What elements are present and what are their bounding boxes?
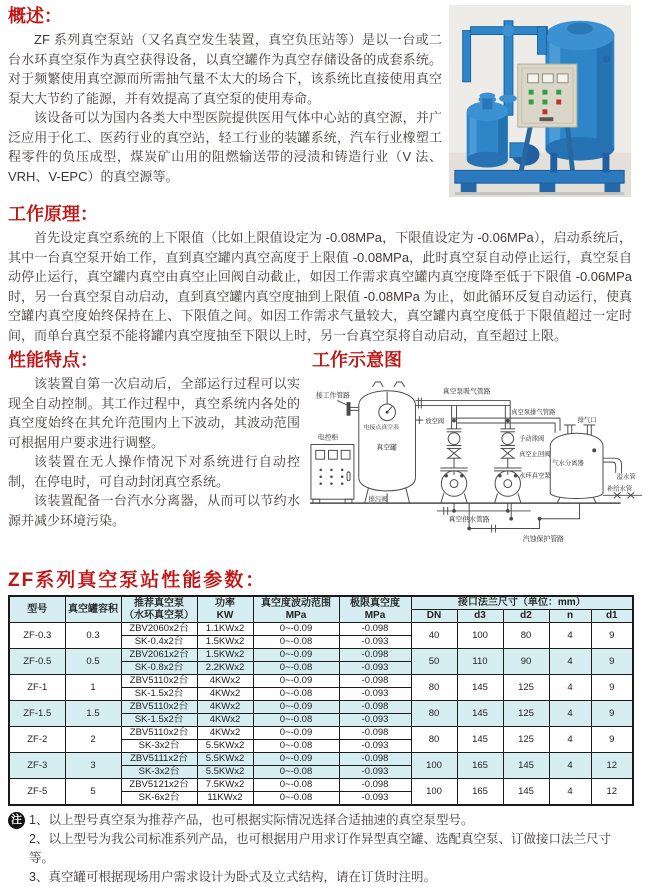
overview-heading: 概述：	[8, 6, 62, 26]
cell-range: 0~-0.08	[253, 792, 339, 806]
cell-dn: 100	[411, 779, 457, 806]
overview-section	[8, 5, 632, 201]
label-work-pipeline: 接工作管路	[315, 392, 350, 400]
cell-range: 0~-0.08	[253, 688, 339, 701]
cell-n: 4	[549, 727, 591, 753]
cell-range: 0~-0.08	[253, 636, 339, 649]
cell-volume: 2	[65, 727, 121, 753]
table-row	[9, 701, 633, 714]
cell-model: ZF-1	[9, 675, 65, 701]
cell-ultimate: -0.093	[339, 688, 411, 701]
cell-d3: 145	[457, 675, 503, 701]
cell-dn: 50	[411, 649, 457, 675]
cell-d1: 9	[591, 701, 633, 727]
cell-model: ZF-0.5	[9, 649, 65, 675]
label-water-ring-pump: 水环真空泵	[518, 472, 551, 480]
col-range-line2: MPa	[285, 609, 307, 621]
label-check-valve: 真空止回阀	[518, 451, 551, 459]
cell-volume: 3	[65, 753, 121, 779]
cell-power: 1.5KWx2	[197, 636, 253, 649]
cell-model: ZF-2	[9, 727, 65, 753]
cell-pump: ZBV2060x2台	[121, 623, 197, 636]
diagram-labels	[316, 387, 637, 543]
cell-ultimate: -0.093	[339, 792, 411, 806]
cell-pump: ZBV5111x2台	[121, 753, 197, 766]
features-paragraph-2: 该装置在无人操作情况下对系统进行自动控制，在停电时，可自动封闭真空系统。	[8, 454, 300, 489]
cell-d3: 165	[457, 753, 503, 779]
cell-dn: 100	[411, 753, 457, 779]
label-manual-ball-valve: 手动球阀	[518, 435, 545, 443]
features-paragraph-3: 该装置配备一台汽水分离器，从而可以节约水源并减少环境污染。	[8, 493, 300, 528]
cell-d3: 145	[457, 701, 503, 727]
cell-ultimate: -0.098	[339, 779, 411, 792]
col-dn: DN	[411, 610, 457, 623]
diagram-linework	[310, 382, 642, 532]
cell-volume: 5	[65, 779, 121, 806]
cell-d1: 9	[591, 623, 633, 649]
cell-d2: 145	[503, 779, 549, 806]
col-ultimate-line2: MPa	[364, 609, 386, 621]
cell-ultimate: -0.093	[339, 766, 411, 779]
cell-pump: ZBV5110x2台	[121, 675, 197, 688]
label-exhaust-pipeline: 真空泵排气管路	[511, 409, 556, 417]
cell-model: ZF-3	[9, 753, 65, 779]
cell-d3: 145	[457, 727, 503, 753]
principle-heading: 工作原理：	[8, 204, 98, 224]
notes-section	[8, 811, 632, 887]
params-heading: ZF系列真空泵站性能参数：	[8, 570, 267, 591]
cell-range: 0~-0.09	[253, 701, 339, 714]
cell-dn: 80	[411, 727, 457, 753]
label-supply-pipeline: 真空供水管路	[448, 516, 490, 524]
cell-power: 4KWx2	[197, 688, 253, 701]
label-vent-valve: 放空阀	[425, 418, 445, 426]
cell-power: 7.5KWx2	[197, 779, 253, 792]
col-range	[253, 596, 339, 623]
cell-pump: ZBV5121x2台	[121, 779, 197, 792]
label-makeup-water-pipe: 补给水管	[606, 485, 633, 493]
cell-range: 0~-0.09	[253, 727, 339, 740]
cell-ultimate: -0.098	[339, 649, 411, 662]
col-model: 型号	[9, 596, 65, 623]
cell-power: 11KWx2	[197, 792, 253, 806]
cell-dn: 40	[411, 623, 457, 649]
cell-pump: SK-1.5x2台	[121, 714, 197, 727]
col-pump-line2: （水环真空泵）	[124, 609, 194, 621]
cell-n: 4	[549, 753, 591, 779]
cell-range: 0~-0.08	[253, 766, 339, 779]
cell-ultimate: -0.098	[339, 727, 411, 740]
principle-section	[8, 203, 632, 345]
header-row-1	[9, 596, 633, 610]
col-ultimate-line1: 极限真空度	[350, 597, 400, 609]
table-row	[9, 623, 633, 636]
cell-ultimate: -0.098	[339, 675, 411, 688]
table-row	[9, 727, 633, 740]
cell-ultimate: -0.098	[339, 701, 411, 714]
label-drain-valve: 排污阀	[368, 496, 388, 504]
label-gas-water-separator: 气水分离器	[552, 460, 584, 468]
overview-paragraph-1: ZF 系列真空泵站（又名真空发生装置，真空负压站等）是以一台或二台水环真空泵作为真空获得设备，以真空罐作为真空存储设备的成套系统。对于频繁使用真空源而所需抽气量不太大的场合下，该系统比直接使用真空泵大大节约了能源，并有效提高了真空泵的使用寿命。	[8, 32, 442, 106]
cell-range: 0~-0.08	[253, 779, 339, 792]
label-exhaust-port: 排气口	[577, 417, 597, 425]
cell-n: 4	[549, 779, 591, 806]
cell-n: 4	[549, 675, 591, 701]
cell-d1: 9	[591, 649, 633, 675]
cell-pump: SK-1.5x2台	[121, 688, 197, 701]
cell-n: 4	[549, 623, 591, 649]
cell-power: 5.5KWx2	[197, 753, 253, 766]
note-line-3: 3、真空罐可根据现场用户需求设计为卧式及立式结构，请在订货时注明。	[29, 870, 436, 884]
label-cavitation-pipeline: 汽蚀保护管路	[522, 536, 564, 544]
cell-power: 1.5KWx2	[197, 649, 253, 662]
col-pump-line1: 推荐真空泵	[134, 597, 184, 609]
col-n: n	[549, 610, 591, 623]
cell-range: 0~-0.08	[253, 662, 339, 675]
cell-model: ZF-1.5	[9, 701, 65, 727]
cell-pump: ZBV5110x2台	[121, 727, 197, 740]
col-d3: d3	[457, 610, 503, 623]
cell-volume: 1.5	[65, 701, 121, 727]
cell-range: 0~-0.09	[253, 753, 339, 766]
principle-paragraph: 首先设定真空系统的上下限值（比如上限值设定为 -0.08MPa，下限值设定为 -0.06MPa），启动系统后，其中一台真空泵开始工作，直到真空罐内真空高度于上限值 -0.08MPa，此时真空泵自动停止运行，真空泵自动停止运行，真空罐内真空由真空止回阀自动截止，如因工作需求真空罐内真空度降至低于下限值 -0.06MPa 时，另一台真空泵自动启动，直到真空罐内真空度抽到上限值 -0.08MPa 为止，如此循环反复自动运行，使真空罐内真空度始终保持在上、下限值之间。如因工作需求气量较大，真空罐内真空度低于下限值超过一定时间，而单台真空泵不能将罐内真空度抽至下限以上时，另一台真空泵将自动启动，直至超过上限。	[8, 230, 632, 343]
cell-model: ZF-5	[9, 779, 65, 806]
cell-range: 0~-0.09	[253, 675, 339, 688]
cell-d2: 125	[503, 675, 549, 701]
diagram-heading: 工作示意图	[312, 350, 402, 370]
cell-pump: SK-3x2台	[121, 766, 197, 779]
cell-range: 0~-0.09	[253, 649, 339, 662]
diagram-section	[300, 349, 645, 563]
cell-d1: 12	[591, 779, 633, 806]
cell-d1: 9	[591, 675, 633, 701]
col-flange-group: 接口法兰尺寸（单位：mm）	[411, 596, 633, 610]
overview-paragraph-2: 该设备可以为国内各类大中型医院提供医用气体中心站的真空源，并广泛应用于化工、医药行业的真空站，轻工行业的装罐系统，汽车行业橡塑工程零件的负压成型，煤炭矿山用的阻燃输送带的浸渍和铸造行业（V 法、VRH、V-EPC）的真空源等。	[8, 110, 442, 184]
col-d1: d1	[591, 610, 633, 623]
features-paragraph-1: 该装置自第一次启动后，全部运行过程可以实现全自动控制。其工作过程中，真空系统内各处的真空度始终在其允许范围内上下波动，其波动范围可根据用户要求进行调整。	[8, 376, 300, 450]
cell-ultimate: -0.093	[339, 662, 411, 675]
label-vacuum-tank: 真空罐	[376, 444, 397, 452]
table-row	[9, 779, 633, 792]
features-section	[8, 349, 300, 563]
cell-pump: SK-3x2台	[121, 740, 197, 753]
cell-volume: 0.5	[65, 649, 121, 675]
cell-power: 5.5KWx2	[197, 766, 253, 779]
cell-power: 4KWx2	[197, 675, 253, 688]
cell-d2: 145	[503, 753, 549, 779]
note-line-1: 1、以上型号真空泵为推荐产品，也可根据实际情况选择合适抽速的真空泵型号。	[29, 813, 474, 827]
working-diagram	[308, 374, 645, 558]
cell-power: 1.1KWx2	[197, 623, 253, 636]
cell-volume: 0.3	[65, 623, 121, 649]
cell-pump: SK-0.8x2台	[121, 662, 197, 675]
cell-power: 4KWx2	[197, 727, 253, 740]
cell-n: 4	[549, 701, 591, 727]
col-pump	[121, 596, 197, 623]
cell-pump: SK-6x2台	[121, 792, 197, 806]
col-volume: 真空罐容积	[65, 596, 121, 623]
cell-d2: 125	[503, 727, 549, 753]
col-ultimate	[339, 596, 411, 623]
pump-station-photo-illustration	[448, 5, 632, 197]
cell-d3: 110	[457, 649, 503, 675]
cell-range: 0~-0.09	[253, 623, 339, 636]
cell-power: 5.5KWx2	[197, 740, 253, 753]
cell-d3: 165	[457, 779, 503, 806]
table-row	[9, 753, 633, 766]
note-icon: 注	[8, 812, 25, 829]
features-heading: 性能特点：	[8, 350, 98, 370]
col-power	[197, 596, 253, 623]
note-line-2: 2、以上型号为我公司标准系列产品，也可根据用户用求订作异型真空罐、选配真空泵、订做接口法兰尺寸等。	[29, 832, 611, 865]
cell-power: 4KWx2	[197, 701, 253, 714]
cell-dn: 80	[411, 675, 457, 701]
cell-d2: 80	[503, 623, 549, 649]
table-row	[9, 649, 633, 662]
col-power-line1: 功率	[215, 597, 235, 609]
col-power-line2: KW	[216, 609, 234, 621]
cell-d2: 90	[503, 649, 549, 675]
cell-pump: SK-0.4x2台	[121, 636, 197, 649]
label-control-cabinet: 电控柜	[317, 434, 339, 442]
cell-d3: 100	[457, 623, 503, 649]
cell-volume: 1	[65, 675, 121, 701]
cell-pump: ZBV2061x2台	[121, 649, 197, 662]
cell-power: 2.2KWx2	[197, 662, 253, 675]
cell-dn: 80	[411, 701, 457, 727]
product-photo	[448, 5, 632, 197]
cell-model: ZF-0.3	[9, 623, 65, 649]
cell-ultimate: -0.098	[339, 753, 411, 766]
col-range-line1: 真空度波动范围	[261, 597, 331, 609]
cell-d1: 12	[591, 753, 633, 779]
cell-n: 4	[549, 649, 591, 675]
label-overflow-pipe: 溢水管	[616, 473, 636, 481]
cell-d2: 125	[503, 701, 549, 727]
label-suction-pipeline: 真空泵吸气管路	[442, 388, 491, 396]
cell-pump: ZBV5110x2台	[121, 701, 197, 714]
cell-range: 0~-0.08	[253, 714, 339, 727]
cell-ultimate: -0.093	[339, 636, 411, 649]
label-contact-vacuum-gauge: 电接点真空表	[363, 424, 399, 431]
col-d2: d2	[503, 610, 549, 623]
table-row	[9, 675, 633, 688]
cell-ultimate: -0.093	[339, 740, 411, 753]
cell-power: 4KWx2	[197, 714, 253, 727]
cell-range: 0~-0.08	[253, 740, 339, 753]
cell-ultimate: -0.098	[339, 623, 411, 636]
cell-d1: 9	[591, 727, 633, 753]
params-table	[8, 595, 634, 806]
cell-ultimate: -0.093	[339, 714, 411, 727]
